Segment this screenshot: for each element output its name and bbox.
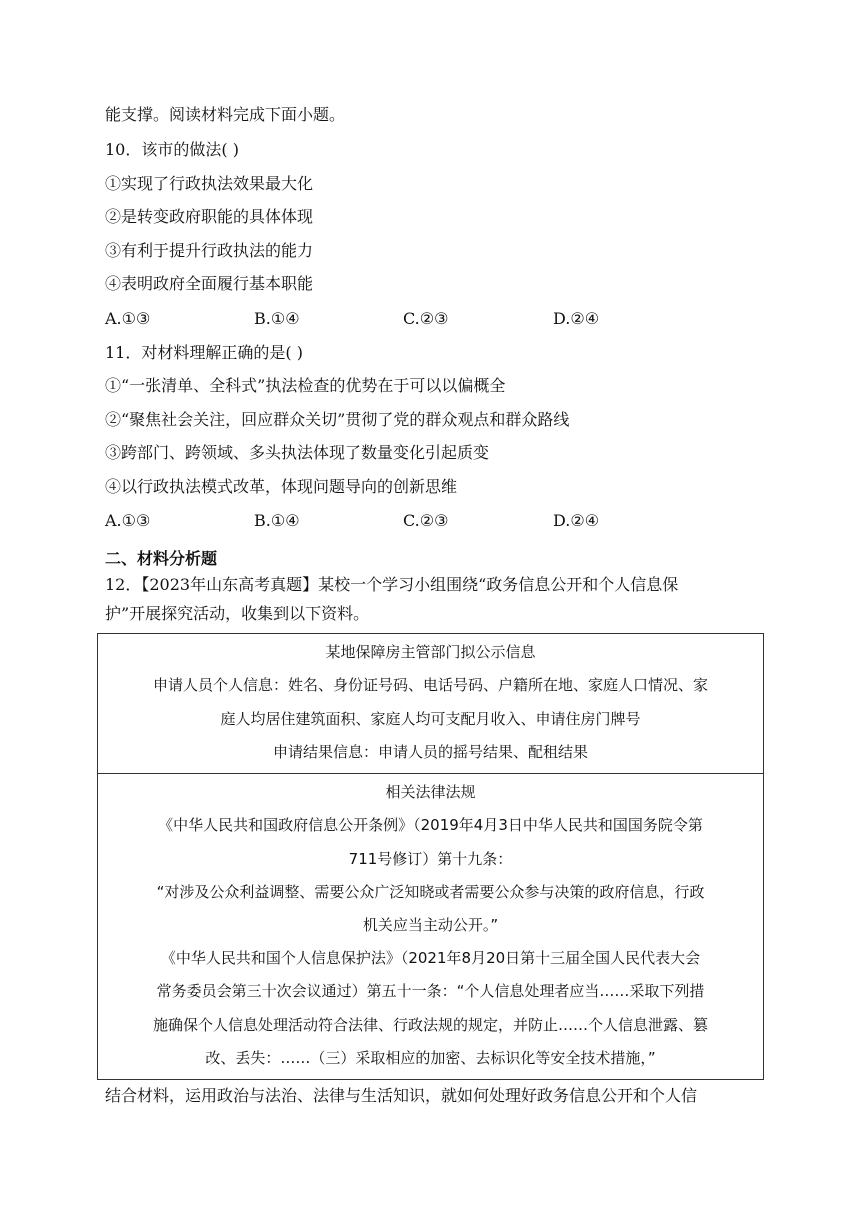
- section-heading: 二、材料分析题: [105, 549, 218, 568]
- option-a: A.①③: [105, 511, 151, 530]
- table-row: [98, 774, 764, 1080]
- question-10-stem: 10．该市的做法( ): [105, 140, 239, 159]
- option-c: C.②③: [403, 309, 449, 328]
- material-table: [97, 633, 764, 1080]
- question-11-item-4: ④以行政执法模式改革，体现问题导向的创新思维: [105, 477, 458, 496]
- cell-line: 申请结果信息：申请人员的摇号结果、配租结果: [272, 743, 588, 761]
- cell-line: 711号修订）第十九条：: [348, 850, 513, 868]
- cell-line: 施确保个人信息处理活动符合法律、行政法规的规定，并防止……个人信息泄露、篡: [152, 1016, 708, 1034]
- cell-line: 机关应当主动公开。”: [362, 916, 499, 934]
- question-11-stem: 11．对材料理解正确的是( ): [105, 343, 303, 362]
- option-d: D.②④: [553, 309, 600, 328]
- cell-line: 改、丢失：……（三）采取相应的加密、去标识化等安全技术措施，”: [205, 1049, 656, 1067]
- question-10-item-2: ②是转变政府职能的具体体现: [105, 207, 314, 226]
- option-b: B.①④: [254, 309, 300, 328]
- option-d: D.②④: [553, 511, 600, 530]
- cell-line: “对涉及公众利益调整、需要公众广泛知晓或者需要公众参与决策的政府信息，行政: [156, 883, 705, 901]
- option-b: B.①④: [254, 511, 300, 530]
- question-10-item-1: ①实现了行政执法效果最大化: [105, 174, 314, 193]
- cell-title: 相关法律法规: [385, 783, 476, 801]
- question-11-item-1: ①“一张清单、全科式”执法检查的优势在于可以以偏概全: [105, 376, 506, 395]
- question-10-item-4: ④表明政府全面履行基本职能: [105, 274, 314, 293]
- cell-line: 常务委员会第三十次会议通过）第五十一条：“个人信息处理者应当……采取下列措: [156, 982, 705, 1000]
- question-11-options: [105, 511, 755, 531]
- cell-line: 《中华人民共和国政府信息公开条例》（2019年4月3日中华人民共和国国务院令第: [158, 816, 703, 834]
- intro-line: 能支撑。阅读材料完成下面小题。: [105, 105, 346, 124]
- table-row: [98, 634, 764, 774]
- question-11-item-3: ③跨部门、跨领域、多头执法体现了数量变化引起质变: [105, 443, 490, 462]
- cell-line: 《中华人民共和国个人信息保护法》（2021年8月20日第十三届全国人民代表大会: [160, 949, 701, 967]
- cell-line: 申请人员个人信息：姓名、身份证号码、电话号码、户籍所在地、家庭人口情况、家: [152, 676, 708, 694]
- option-a: A.①③: [105, 309, 151, 328]
- question-10-options: [105, 309, 755, 329]
- cell-title: 某地保障房主管部门拟公示信息: [325, 643, 536, 661]
- question-12-prompt: 结合材料，运用政治与法治、法律与生活知识，就如何处理好政务信息公开和个人信: [105, 1086, 698, 1105]
- question-12-stem-line-1: 12．【2023年山东高考真题】某校一个学习小组围绕“政务信息公开和个人信息保: [105, 575, 679, 594]
- question-12-stem-line-2: 护”开展探究活动，收集到以下资料。: [105, 604, 370, 623]
- option-c: C.②③: [403, 511, 449, 530]
- question-10-item-3: ③有利于提升行政执法的能力: [105, 241, 314, 260]
- question-11-item-2: ②“聚焦社会关注，回应群众关切”贯彻了党的群众观点和群众路线: [105, 410, 570, 429]
- cell-line: 庭人均居住建筑面积、家庭人均可支配月收入、申请住房门牌号: [220, 710, 641, 728]
